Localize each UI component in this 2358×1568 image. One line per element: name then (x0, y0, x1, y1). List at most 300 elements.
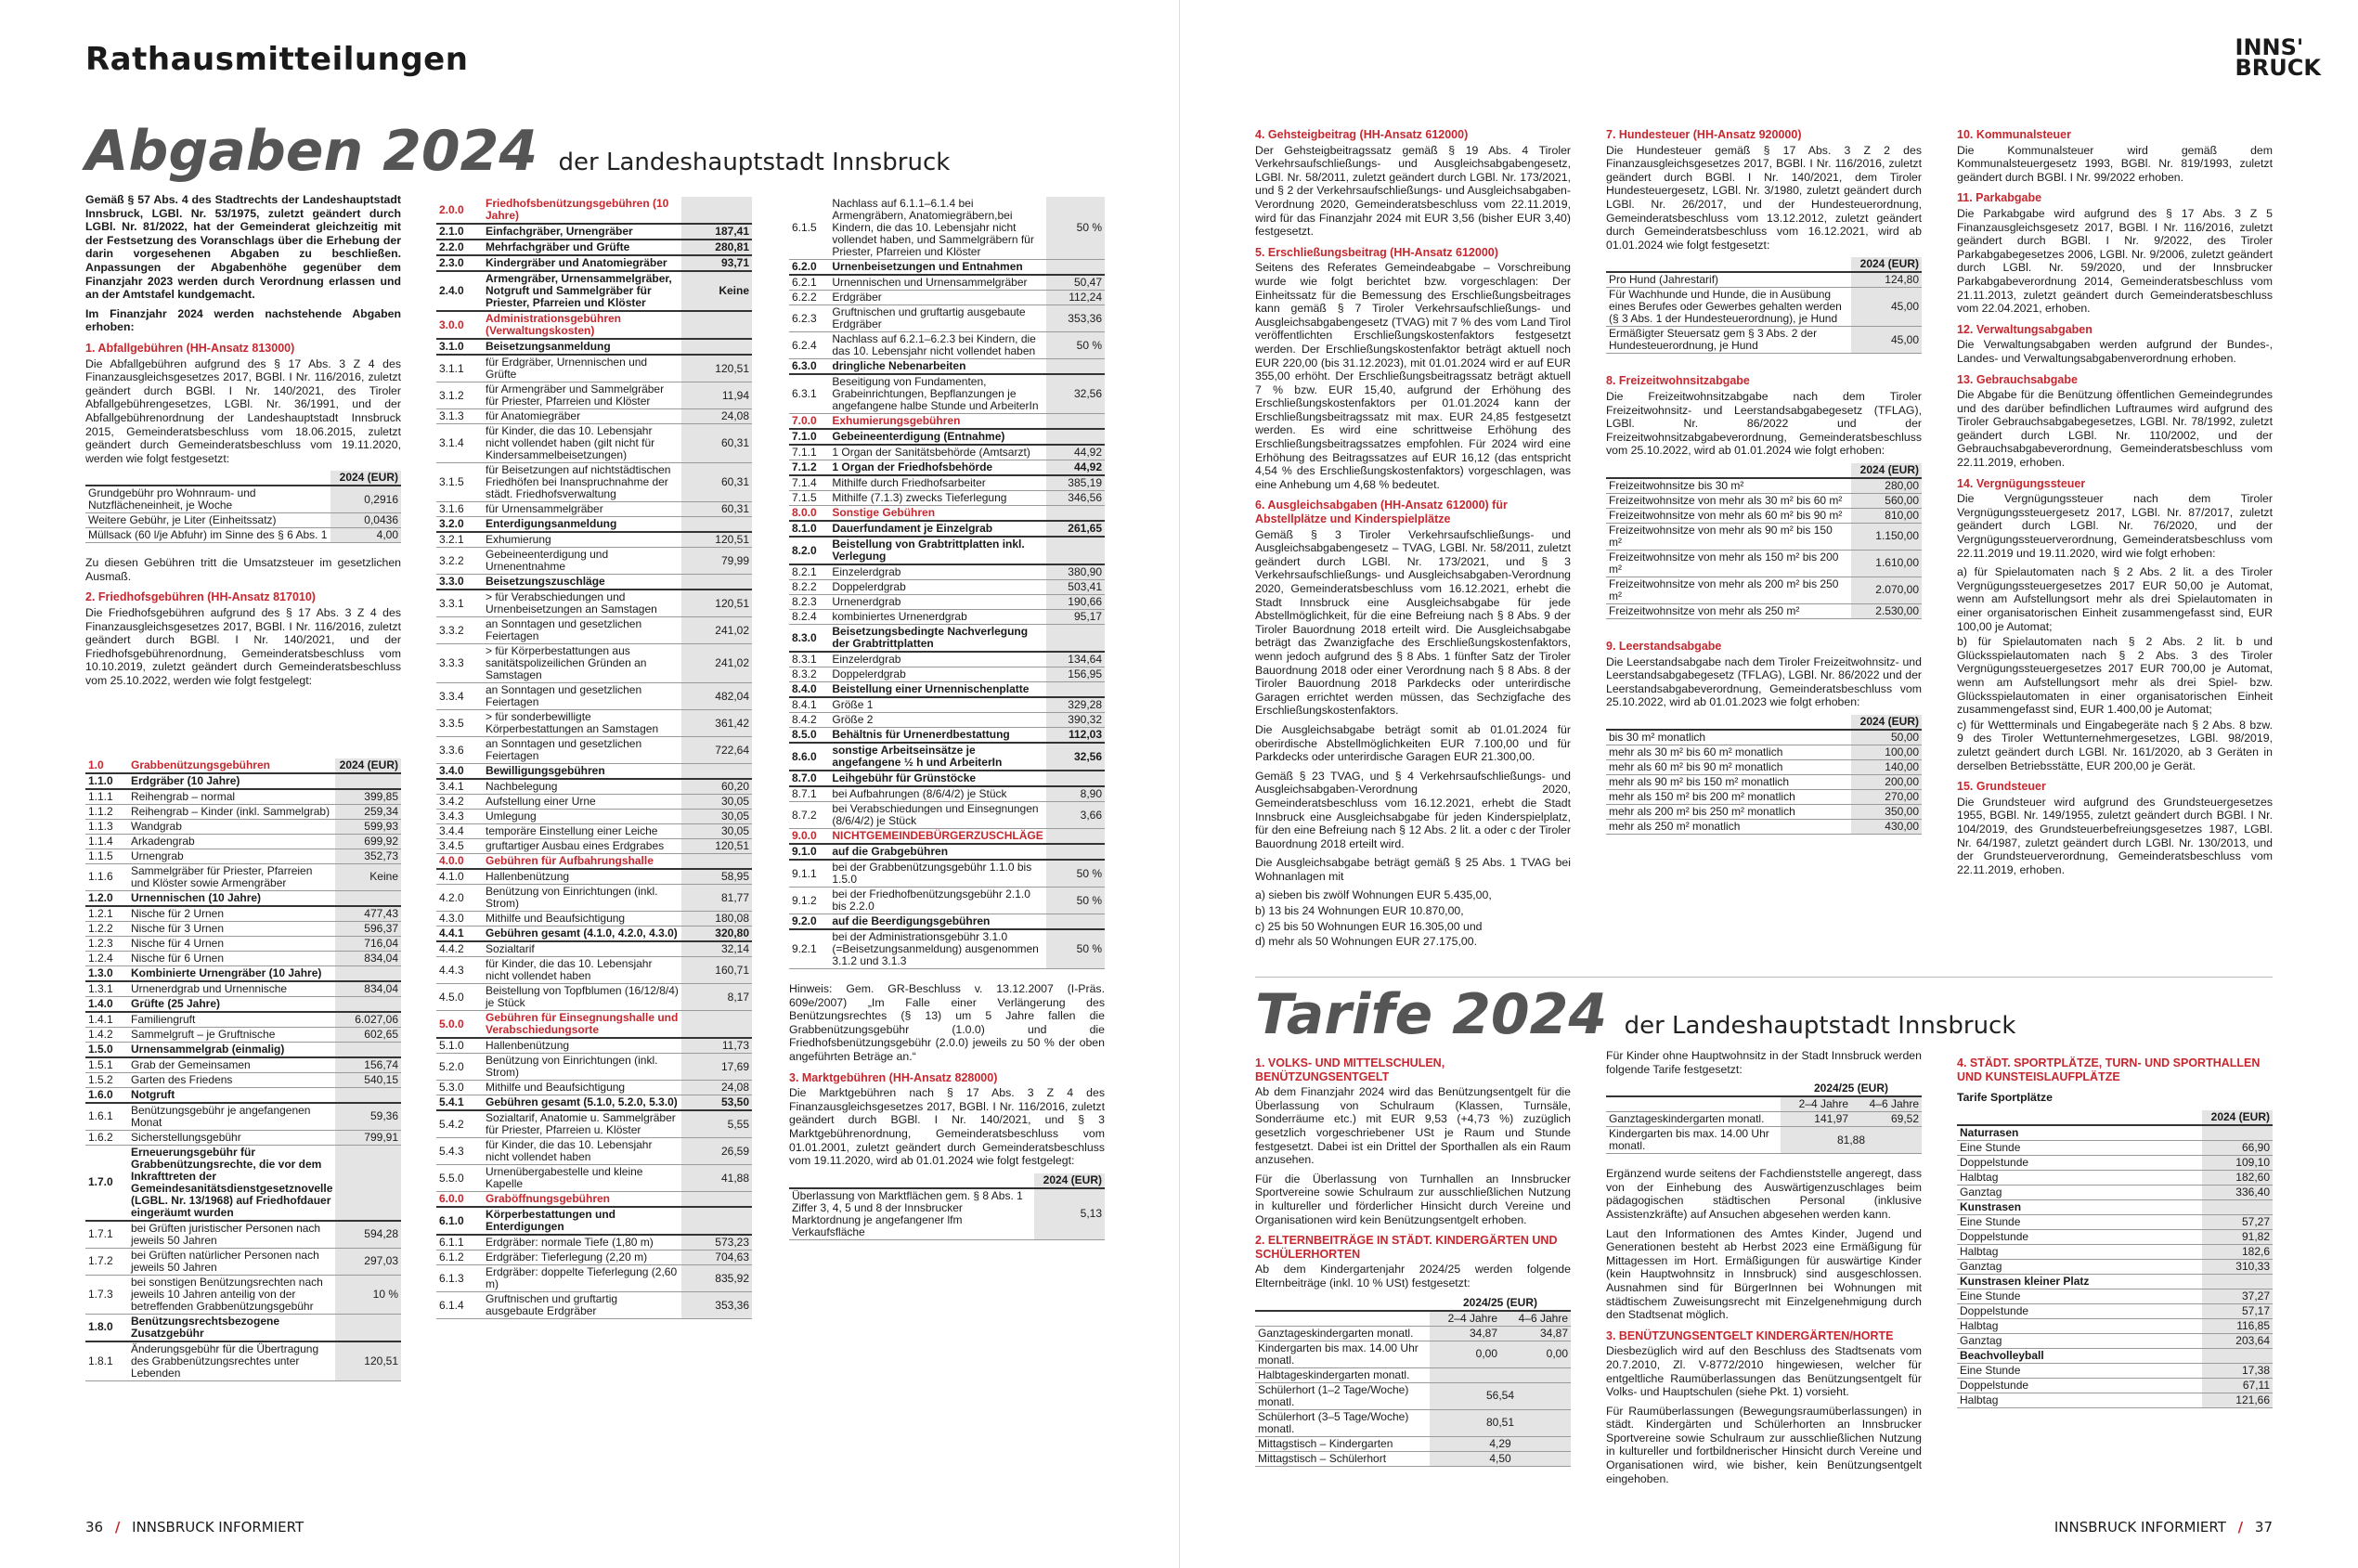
tarife-divider (1255, 977, 2273, 978)
tarife-section-4-title: 4. STÄDT. SPORTPLÄTZE, TURN- UND SPORTHALLEN UND KUNSTEISLAUFPLÄTZE (1957, 1056, 2261, 1083)
row-value: 1.610,00 (1851, 550, 1922, 577)
row-label: NICHTGEMEINDEBÜRGERZUSCHLÄGE (829, 829, 1045, 845)
hinweis-text: Hinweis: Gem. GR-Beschluss v. 13.12.2007 (I-Präs. 609e/2007) „Im Falle einer Verlängerung des Benützungsrechtes (§ 13) um 5 Jahre fallen die Grabbenützungsgebühr (1.0.0) und die Friedhofsbenützungsgebühr (2.0.0) jeweils zu 50 % der oben angeführten Beträge an.“ (789, 982, 1105, 1063)
row-label: Sozialtarif (483, 941, 681, 957)
tarife-column-1 (1255, 1049, 1571, 1467)
column-6 (1957, 121, 2273, 882)
row-number: 2.0.0 (436, 197, 483, 224)
freizeitwohnsitz-table: 2024 (EUR) Freizeitwohnsitze bis 30 m² 280,00 Freizeitwohnsitze von mehr als 30 m² bis 60 m² 560,00 Freizeitwohnsitze von mehr als 60 m² bis 90 m² 810,00 Freizeitwohnsitze von mehr als 90 m² bis 150 m² 1.150,00 Freizeitwohnsitze von mehr als 150 m² bis 200 m² 1.610,00 Freizeitwohnsitze von mehr als 200 m² bis 250 m² 2.070,00 Freizeitwohnsitze von mehr als 250 m² 2.530,00 (1606, 463, 1922, 619)
friedhof-table-3 (789, 197, 1105, 969)
row-number: 1.4.2 (85, 1027, 128, 1042)
row-label: Kunstrasen (1957, 1199, 2202, 1214)
tarife-column-2 (1606, 1049, 1922, 1491)
row-value: 8,90 (1046, 786, 1105, 802)
section-12-title: 12. Verwaltungsabgaben (1957, 322, 2092, 336)
table-row (85, 1072, 401, 1087)
row-value: 399,85 (335, 789, 401, 805)
table-row (789, 460, 1105, 476)
abfall-table (85, 471, 401, 543)
row-label: Beisetzungsbedingte Nachverlegung der Grabtrittplatten (829, 625, 1045, 653)
tarife-sportplaetze-sub: Tarife Sportplätze (1957, 1091, 2053, 1105)
row-number: 4.1.0 (436, 869, 483, 885)
row-value: 120,51 (681, 355, 752, 382)
row-value: 120,51 (681, 590, 752, 617)
row-value: 182,6 (2202, 1244, 2273, 1259)
row-label: bei Verabschiedungen und Einsegnungen (8/6/4/2) je Stück (829, 802, 1045, 829)
row-label: Naturrasen (1957, 1125, 2202, 1141)
table-row (1606, 1112, 1922, 1127)
section-7-text: Die Hundesteuer gemäß § 17 Abs. 3 Z 2 des Finanzausgleichsgesetzes 2017, BGBl. I Nr. 116/2016, zuletzt geändert durch BGBl. I Nr. 140/2021, dem Tiroler Hundesteuergesetz, LGBl. Nr. 3/1980, zuletzt geändert durch LGBl. Nr. 26/2017, und der Hundesteuerordnung, Gemeinderatsbeschluss vom 13.12.2012, zuletzt geändert durch Gemeinderatsbeschluss vom 16.12.2021, wird ab 01.01.2024 wie folgt festgesetzt: (1606, 143, 1922, 252)
row-label: Reihengrab – normal (128, 789, 335, 805)
row-number: 4.2.0 (436, 885, 483, 912)
row-label: Einzelerdgrab (829, 652, 1045, 667)
row-value (2202, 1274, 2273, 1289)
table-row (1255, 1451, 1571, 1466)
row-label: Schülerhort (3–5 Tage/Woche) monatl. (1255, 1409, 1430, 1436)
row-value: 5,55 (681, 1110, 752, 1138)
table-row (789, 197, 1105, 260)
row-number: 7.1.4 (789, 475, 829, 491)
row-label: für Kinder, die das 10. Lebensjahr nicht vollendet haben (483, 957, 681, 984)
row-label: Dauerfundament je Einzelgrab (829, 521, 1045, 537)
row-label: Beistellung von Topfblumen (16/12/8/4) je Stück (483, 984, 681, 1011)
row-value: 30,05 (681, 824, 752, 839)
row-value: 716,04 (335, 936, 401, 951)
row-label: mehr als 90 m² bis 150 m² monatlich (1606, 774, 1851, 789)
column-5 (1606, 121, 1922, 835)
row-label: Doppelerdgrab (829, 667, 1045, 682)
table-row (436, 810, 752, 824)
row-label: Erdgräber (10 Jahre) (128, 773, 335, 789)
row-value: 4,29 (1430, 1436, 1571, 1451)
table-row (436, 424, 752, 463)
row-value: 0,00 (1500, 1341, 1571, 1367)
logo-line1: INNS' (2235, 34, 2304, 60)
tarife-section-2-text: Ab dem Kindergartenjahr 2024/25 werden folgende Elternbeiträge (inkl. 10 % USt) festgesetzt: (1255, 1263, 1571, 1289)
row-number: 5.0.0 (436, 1011, 483, 1039)
row-value (335, 1145, 401, 1221)
table-row (1957, 1378, 2273, 1393)
logo-line2: BRUCK (2235, 55, 2321, 81)
row-value (335, 773, 401, 789)
table-row (85, 849, 401, 863)
row-number: 1.1.5 (85, 849, 128, 863)
row-value: 540,15 (335, 1072, 401, 1087)
auswaertige-table: 2024/25 (EUR) 2–4 Jahre 4–6 Jahre Ganztageskindergarten monatl. 141,97 69,52 Kindergarten bis max. 14.00 Uhr monatl. 81,88 (1606, 1082, 1922, 1154)
table-row (436, 737, 752, 764)
footer-label-right: INNSBRUCK INFORMIERT (2054, 1519, 2226, 1536)
row-value: 602,65 (335, 1027, 401, 1042)
row-number: 1.1.3 (85, 819, 128, 834)
row-number: 7.1.5 (789, 491, 829, 506)
table-row (1606, 478, 1922, 494)
row-label: Freizeitwohnsitze von mehr als 200 m² bis 250 m² (1606, 577, 1851, 603)
row-number: 8.2.2 (789, 580, 829, 595)
row-label: bei sonstigen Benützungsrechten nach jeweils 10 Jahren anteilig von der betreffenden Grabbenützungsgebühr (128, 1275, 335, 1314)
row-label: Reihengrab – Kinder (inkl. Sammelgrab) (128, 804, 335, 819)
row-label: Für Wachhunde und Hunde, die in Ausübung eines Berufes oder Gewerbes gehalten werden (§ 3 Abs. 1 der Hundesteuerordnung), je Hund (1606, 288, 1851, 327)
row-value: 346,56 (1046, 491, 1105, 506)
row-label: Urnenerdgrab (829, 595, 1045, 610)
table-row (1957, 1229, 2273, 1244)
leerstand-table: 2024 (EUR) bis 30 m² monatlich 50,00 mehr als 30 m² bis 60 m² monatlich 100,00 mehr als 60 m² bis 90 m² monatlich 140,00 mehr als 90 m² bis 150 m² monatlich 200,00 mehr als 150 m² bis 200 m² monatlich 270,00 mehr als 200 m² bis 250 m² monatlich 350,00 mehr als 250 m² monatlich 430,00 (1606, 715, 1922, 835)
table-row (1606, 272, 1922, 288)
tarife-heading (1255, 982, 2015, 1047)
table-row (436, 824, 752, 839)
section-13-title: 13. Gebrauchsabgabe (1957, 372, 2078, 386)
table-row (85, 1145, 401, 1221)
row-value: 353,36 (681, 1292, 752, 1319)
row-label: Nachlass auf 6.1.1–6.1.4 bei Armengräbern, Anatomiegräbern,bei Kindern, die das 10. Lebensjahr nicht vollendet haben, und Sammelgräbern für Priester, Pfarreien und Klöster (829, 197, 1045, 260)
row-value: 37,27 (2202, 1289, 2273, 1303)
table-row (1606, 327, 1922, 354)
table-row (436, 575, 752, 590)
table-row (436, 532, 752, 548)
row-number: 6.1.3 (436, 1265, 483, 1292)
row-value: Keine (681, 271, 752, 311)
row-value (681, 854, 752, 870)
table-row (789, 580, 1105, 595)
table-row (789, 374, 1105, 414)
table-row (436, 271, 752, 311)
section-6-text-4: Die Ausgleichsabgabe beträgt gemäß § 25 Abs. 1 TVAG bei Wohnanlagen mit (1255, 856, 1571, 883)
section-12-text: Die Verwaltungsabgaben werden aufgrund der Bundes-, Landes- und Verwaltungsabgabenverordnung erhoben. (1957, 338, 2273, 365)
row-number: 6.2.1 (789, 275, 829, 291)
row-value (335, 1314, 401, 1341)
table-row (1957, 1244, 2273, 1259)
table-row (789, 829, 1105, 845)
row-value: 41,88 (681, 1165, 752, 1192)
table-row (436, 1292, 752, 1319)
row-number: 8.2.3 (789, 595, 829, 610)
table-row (436, 710, 752, 737)
row-value: 0,00 (1430, 1341, 1500, 1367)
page-fold (1179, 0, 1180, 1568)
row-label: Arkadengrab (128, 834, 335, 849)
row-value: 203,64 (2202, 1333, 2273, 1348)
table-row (1957, 1363, 2273, 1378)
section-3-title: 3. Marktgebühren (HH-Ansatz 828000) (789, 1070, 998, 1084)
row-label: Beachvolleyball (1957, 1348, 2202, 1363)
row-value (1430, 1367, 1571, 1382)
row-value: 560,00 (1851, 493, 1922, 508)
table-row (1255, 1436, 1571, 1451)
table-row (436, 382, 752, 409)
table-row (85, 773, 401, 789)
row-value: 95,17 (1046, 610, 1105, 625)
row-label: mehr als 250 m² monatlich (1606, 819, 1851, 834)
section-13-text: Die Abgabe für die Benützung öffentlichen Gemeindegrundes und des darüber befindlichen Luftraumes wird aufgrund des Tiroler Gebrauchsabgabegesetzes, LGBl. Nr. 78/1992, zuletzt geändert durch LGBl. Nr. 110/2002, und der Gebrauchsabgabeverordnung, Gemeinderatsbeschluss vom 22.11.2019, erhoben. (1957, 388, 2273, 470)
row-number: 3.4.1 (436, 779, 483, 795)
page-number-right: 37 (2254, 1519, 2273, 1536)
row-value (1046, 260, 1105, 276)
row-number: 2.1.0 (436, 224, 483, 240)
row-number: 3.4.2 (436, 795, 483, 810)
row-number: 6.2.2 (789, 291, 829, 305)
table-row (436, 409, 752, 424)
row-label: Beisetzungsanmeldung (483, 339, 681, 355)
row-label: Sicherstellungsgebühr (128, 1130, 335, 1145)
tarife-section-1-title: 1. VOLKS- UND MITTELSCHULEN, BENÜTZUNGSENTGELT (1255, 1056, 1445, 1083)
table-row (436, 240, 752, 255)
row-value: 280,81 (681, 240, 752, 255)
table-row (789, 802, 1105, 829)
row-value (335, 1042, 401, 1057)
row-number: 1.4.0 (85, 996, 128, 1012)
row-label: Erneuerungsgebühr für Grabbenützungsrechte, die vor dem Inkrafttreten der Gemeindesanitätsdienstgesetznovelle (LGBL. Nr. 13/1968) auf Friedhofdauer eingeräumt wurden (128, 1145, 335, 1221)
table-row (1957, 1318, 2273, 1333)
section-6-title: 6. Ausgleichsabgaben (HH-Ansatz 612000) für Abstellplätze und Kinderspielplätze (1255, 499, 1508, 526)
row-value: 50,00 (1851, 730, 1922, 745)
section-7-title: 7. Hundesteuer (HH-Ansatz 920000) (1606, 128, 1802, 141)
table-row (436, 984, 752, 1011)
table-row (789, 491, 1105, 506)
column-4 (1255, 121, 1571, 951)
table-header: 2024 (EUR) (330, 471, 401, 486)
row-value: 26,59 (681, 1138, 752, 1165)
row-value: 120,51 (681, 839, 752, 854)
table-row (1957, 1289, 2273, 1303)
table-row (436, 463, 752, 502)
row-value: 320,80 (681, 927, 752, 942)
row-label: Beistellung einer Urnennischenplatte (829, 682, 1045, 698)
row-number: 8.7.0 (789, 771, 829, 786)
section-6-text-3: Gemäß § 23 TVAG, und § 4 Verkehrsaufschließungs- und Ausgleichsabgaben-Verordnung 2020, Gemeinderatsbeschluss vom 16.12.2021, erhebt die Stadt Innsbruck eine Ausgleichsabgabe für jeden Kinderspielplatz, für den eine Befreiung nach § 12 Abs. 2 lit. a oder c der Tiroler Bauordnung 2018 erteilt wird. (1255, 769, 1571, 850)
row-label: Grab der Gemeinsamen (128, 1057, 335, 1073)
tarife-column-3 (1957, 1049, 2273, 1408)
table-row (789, 332, 1105, 359)
row-label: Urnengrab (128, 849, 335, 863)
table-row (1606, 508, 1922, 523)
row-value (681, 1207, 752, 1235)
row-label: Urnennischen und Urnensammelgräber (829, 275, 1045, 291)
section-11-text: Die Parkabgabe wird aufgrund des § 17 Abs. 3 Z 5 Finanzausgleichsgesetz 2017, BGBl. I Nr. 116/2016, zuletzt geändert durch BGBl. I Nr. 9/2022, des Tiroler Parkabgabegesetzes 2006, LGBl. Nr. 9/2006, zuletzt geändert durch LGBl. Nr. 59/2020, und der Innsbrucker Parkabgabeverordnung 2014, Gemeinderatsbeschluss vom 21.11.2013, zuletzt geändert durch Gemeinderatsbeschluss vom 22.04.2021, erhoben. (1957, 206, 2273, 316)
row-value: 134,64 (1046, 652, 1105, 667)
row-label: temporäre Einstellung einer Leiche (483, 824, 681, 839)
row-number: 5.4.1 (436, 1095, 483, 1111)
row-number: 8.2.4 (789, 610, 829, 625)
row-value: 5,13 (1034, 1188, 1105, 1240)
row-label: Ganztag (1957, 1333, 2202, 1348)
row-number: 8.4.0 (789, 682, 829, 698)
row-number: 3.3.6 (436, 737, 483, 764)
row-number: 3.3.5 (436, 710, 483, 737)
table-row (1957, 1214, 2273, 1229)
row-value: 45,00 (1851, 288, 1922, 327)
row-number: 8.7.2 (789, 802, 829, 829)
table-row (436, 854, 752, 870)
list-item: b) 13 bis 24 Wohnungen EUR 10.870,00, (1255, 904, 1464, 918)
row-number: 7.1.2 (789, 460, 829, 476)
row-number: 6.1.5 (789, 197, 829, 260)
table-row (436, 869, 752, 885)
table-row (436, 197, 752, 224)
row-value: 11,94 (681, 382, 752, 409)
row-value: 385,19 (1046, 475, 1105, 491)
row-number: 3.2.0 (436, 517, 483, 533)
table-row (436, 224, 752, 240)
row-label: Nische für 6 Urnen (128, 951, 335, 965)
table-row (1606, 493, 1922, 508)
row-number: 1.3.1 (85, 981, 128, 997)
row-number: 8.4.2 (789, 713, 829, 728)
row-number: 1.1.6 (85, 863, 128, 890)
row-value (1046, 682, 1105, 698)
row-label: Administrationsgebühren (Verwaltungskosten) (483, 311, 681, 339)
city-logo (2235, 34, 2321, 81)
row-label: Mittagstisch – Schülerhort (1255, 1451, 1430, 1466)
table-row (789, 682, 1105, 698)
section-1-title: 1. Abfallgebühren (HH-Ansatz 813000) (85, 341, 295, 355)
table-row (85, 1341, 401, 1381)
row-label: Beistellung von Grabtrittplatten inkl. Verlegung (829, 537, 1045, 564)
row-value: 241,02 (681, 617, 752, 644)
row-number: 9.2.0 (789, 914, 829, 930)
row-label: 1 Organ der Friedhofsbehörde (829, 460, 1045, 476)
row-label: Hallenbenützung (483, 869, 681, 885)
row-label: Mithilfe und Beaufsichtigung (483, 912, 681, 927)
row-label: an Sonntagen und gesetzlichen Feiertagen (483, 617, 681, 644)
row-value: 477,43 (335, 906, 401, 922)
row-label: Aufstellung einer Urne (483, 795, 681, 810)
row-number: 5.2.0 (436, 1054, 483, 1081)
row-number: 5.3.0 (436, 1081, 483, 1095)
abgaben-title: Abgaben 2024 (85, 119, 538, 184)
row-number: 8.1.0 (789, 521, 829, 537)
section-14-title: 14. Vergnügungssteuer (1957, 476, 2086, 490)
row-number: 3.2.2 (436, 548, 483, 575)
tarife-col2-text-3: Laut den Informationen des Amtes Kinder, Jugend und Generationen besteht ab Herbst 2023 eine Ermäßigung für Mittagessen im Hort. Ermäßigungen für auswärtige Kinder (kein Hauptwohnsitz in Innsbruck) sind ausgeschlossen. Ausnahmen sind für BürgerInnen bei Wohnungen mit städtischem Zuweisungsrecht mit Einzelgenehmigung durch den Stadtsenat möglich. (1606, 1226, 1922, 1322)
table-row (436, 1110, 752, 1138)
table-row (789, 275, 1105, 291)
row-value: 2.070,00 (1851, 577, 1922, 603)
row-value: 596,37 (335, 921, 401, 936)
row-label: Mehrfachgräber und Grüfte (483, 240, 681, 255)
table-row (436, 1207, 752, 1235)
row-value: 187,41 (681, 224, 752, 240)
hundesteuer-table: 2024 (EUR) Pro Hund (Jahrestarif) 124,80 Für Wachhunde und Hunde, die in Ausübung eines Berufes oder Gewerbes gehalten werden (§ 3 Abs. 1 der Hundesteuerordnung), je Hund 45,00 Ermäßigter Steuersatz gem § 3 Abs. 2 der Hundesteuerordnung, je Hund 45,00 (1606, 257, 1922, 354)
row-label: Ganztag (1957, 1259, 2202, 1274)
row-label: Gebühren für Einsegnungshalle und Verabschiedungsorte (483, 1011, 681, 1039)
row-label: auf die Grabgebühren (829, 844, 1045, 860)
row-number: 5.4.3 (436, 1138, 483, 1165)
row-label: Wandgrab (128, 819, 335, 834)
row-number: 4.4.2 (436, 941, 483, 957)
row-label: an Sonntagen und gesetzlichen Feiertagen (483, 737, 681, 764)
table-row (1957, 1170, 2273, 1185)
row-value: 45,00 (1851, 327, 1922, 354)
row-number: 1.7.1 (85, 1221, 128, 1249)
row-value: 8,17 (681, 984, 752, 1011)
row-number: 1.1.4 (85, 834, 128, 849)
row-value: 380,90 (1046, 564, 1105, 580)
row-number: 6.0.0 (436, 1192, 483, 1208)
row-value: 58,95 (681, 869, 752, 885)
row-value (681, 575, 752, 590)
row-number: 1.1.1 (85, 789, 128, 805)
table-row (436, 311, 752, 339)
section-1-text: Die Abfallgebühren aufgrund des § 17 Abs. 3 Z 4 des Finanzausgleichsgesetzes 2017, BGBl. I Nr. 116/2016, zuletzt geändert durch BGBl. I Nr. 140/2021, des Tiroler Abfallgebührengesetzes, LGBl. Nr. 36/1991, und der Abfallgebührenordnung der Landeshauptstadt Innsbruck 2015, Gemeinderatsbeschluss vom 18.06.2015, zuletzt geändert durch Gemeinderatsbeschluss vom 19.11.2020, werden wie folgt festgesetzt: (85, 356, 401, 465)
table-row (789, 429, 1105, 445)
table-row (436, 839, 752, 854)
row-number: 3.1.3 (436, 409, 483, 424)
table-row (1957, 1303, 2273, 1318)
row-number: 1.2.1 (85, 906, 128, 922)
section-15-title: 15. Grundsteuer (1957, 780, 2046, 794)
tarife-col2-intro: Für Kinder ohne Hauptwohnsitz in der Stadt Innsbruck werden folgende Tarife festgesetzt: (1606, 1049, 1922, 1076)
table-row (436, 795, 752, 810)
row-value: 704,63 (681, 1251, 752, 1265)
table-row (85, 936, 401, 951)
row-label: für Armengräber und Sammelgräber für Priester, Pfarreien und Klöster (483, 382, 681, 409)
row-label: gruftartiger Ausbau eines Erdgrabes (483, 839, 681, 854)
row-number: 1.3.0 (85, 965, 128, 981)
table-row (85, 1042, 401, 1057)
row-value: 112,24 (1046, 291, 1105, 305)
table-row (85, 1275, 401, 1314)
section-6-text-2: Die Ausgleichsabgabe beträgt somit ab 01.01.2024 für oberirdische Abstellmöglichkeiten EUR 7.100,00 und für Parkdecks oder unterirdische Garagen EUR 21.300,00. (1255, 722, 1571, 764)
section-1-note: Zu diesen Gebühren tritt die Umsatzsteuer im gesetzlichen Ausmaß. (85, 556, 401, 583)
table-row (436, 548, 752, 575)
row-number: 8.2.1 (789, 564, 829, 580)
row-label: Freizeitwohnsitze von mehr als 60 m² bis 90 m² (1606, 508, 1851, 523)
row-label: Erdgräber: normale Tiefe (1,80 m) (483, 1235, 681, 1251)
table-row (85, 804, 401, 819)
row-value: 241,02 (681, 644, 752, 683)
row-number: 7.1.1 (789, 445, 829, 460)
sportplaetze-table: 2024 (EUR) Naturrasen Eine Stunde 66,90 Doppelstunde 109,10 Halbtag 182,60 Ganztag 336,40 Kunstrasen Eine Stunde 57,27 Doppelstunde 91,82 Halbtag 182,6 Ganztag 310,33 Kunstrasen kleiner Platz Eine Stunde 37,27 Doppelstunde 57,17 Halbtag 116,85 Ganztag 203,64 Beachvolleyball Eine Stunde 17,38 Doppelstunde 67,11 Halbtag 121,66 (1957, 1110, 2273, 1408)
table-row (1606, 603, 1922, 618)
row-label: Exhumierung (483, 532, 681, 548)
row-value: 121,66 (2202, 1393, 2273, 1407)
row-label: mehr als 200 m² bis 250 m² monatlich (1606, 804, 1851, 819)
table-row (436, 885, 752, 912)
section-8-title: 8. Freizeitwohnsitzabgabe (1606, 374, 1750, 388)
section-4-text: Der Gehsteigbeitragssatz gemäß § 19 Abs. 4 Tiroler Verkehrsaufschließungs- und Ausgleichsabgabengesetz, LGBl. Nr. 58/2011, zuletzt geändert durch LGBl. Nr. 173/2021, und § 2 der Verkehrsaufschließungs- und Ausgleichsabgaben-Verordnung 2020, Gemeinderatsbeschluss vom 22.11.2019, wird für das Finanzjahr 2024 mit EUR 3,56 (bisher EUR 3,40) festgesetzt. (1255, 143, 1571, 239)
row-value: 50 % (1046, 888, 1105, 914)
table-row (436, 1165, 752, 1192)
row-value: 503,41 (1046, 580, 1105, 595)
row-label: Gebühren gesamt (5.1.0, 5.2.0, 5.3.0) (483, 1095, 681, 1111)
table-row (85, 906, 401, 922)
section-5-text: Seitens des Referates Gemeindeabgabe – Vorschreibung wurde wie folgt berichtet bzw. vorgeschlagen: Der Einheitssatz für die Bemessung des Erschließungsbeitrages kann gemäß § 7 Tiroler Verkehrsaufschließungs- und Ausgleichsabgabengesetz (TVAG) mit 7 % des vom Land Tirol veröffentlichten Erschließungskostenfaktors festgesetzt werden. Der Erschließungskostenfaktor beträgt aktuell noch EUR 220,00 (bis 31.12.2023), mit 01.01.2024 wird er auf EUR 355,00 erhöht. Der Erschließungsbeitragssatz beträgt aktuell 7 % bzw. EUR 15,40, aufgrund der Erhöhung des Erschließungskostenfaktors per 01.01.2024 kann der Erschließungsbeitragssatz mit max. EUR 24,85 festgesetzt werden. Es wird eine schrittweise Erhöhung des Erschließungsbeitragssatzes empfohlen. Für 2024 wird eine Erhöhung des Beitragssatzes auf EUR 16,12 (das entspricht 4,54 % des Erschließungskostenfaktors) vorgeschlagen, was eine Anhebung um 4,68 % bedeutet. (1255, 261, 1571, 491)
row-value: 182,60 (2202, 1170, 2273, 1185)
table-row (436, 1251, 752, 1265)
row-label: Doppelstunde (1957, 1229, 2202, 1244)
elternbeitraege-table: 2024/25 (EUR) 2–4 Jahre 4–6 Jahre Ganztageskindergarten monatl. 34,87 34,87 Kindergarten bis max. 14.00 Uhr monatl. 0,00 0,00 Halbtageskindergarten monatl. Schülerhort (1–2 Tage/Woche) monatl. 56,54 Schülerhort (3–5 Tage/Woche) monatl. 80,51 Mittagstisch – Kindergarten 4,29 Mittagstisch – Schülerhort 4,50 (1255, 1296, 1571, 1467)
row-number: 8.0.0 (789, 506, 829, 522)
table-row (85, 1314, 401, 1341)
row-value: 59,36 (335, 1103, 401, 1131)
tarife-title: Tarife 2024 (1255, 982, 1608, 1047)
row-value: 32,56 (1046, 374, 1105, 414)
row-label: Halbtag (1957, 1244, 2202, 1259)
row-value: 91,82 (2202, 1229, 2273, 1244)
row-label: Freizeitwohnsitze von mehr als 30 m² bis 60 m² (1606, 493, 1851, 508)
row-value: 259,34 (335, 804, 401, 819)
row-number: 9.1.2 (789, 888, 829, 914)
row-value: 834,04 (335, 951, 401, 965)
abgaben-heading (85, 119, 950, 184)
row-number: 3.4.5 (436, 839, 483, 854)
row-label: Leihgebühr für Grünstöcke (829, 771, 1045, 786)
row-label: Graböffnungsgebühren (483, 1192, 681, 1208)
row-number: 6.1.0 (436, 1207, 483, 1235)
table-row (789, 359, 1105, 375)
row-value: 112,03 (1046, 728, 1105, 744)
row-value: 80,51 (1430, 1409, 1571, 1436)
table-row (789, 888, 1105, 914)
